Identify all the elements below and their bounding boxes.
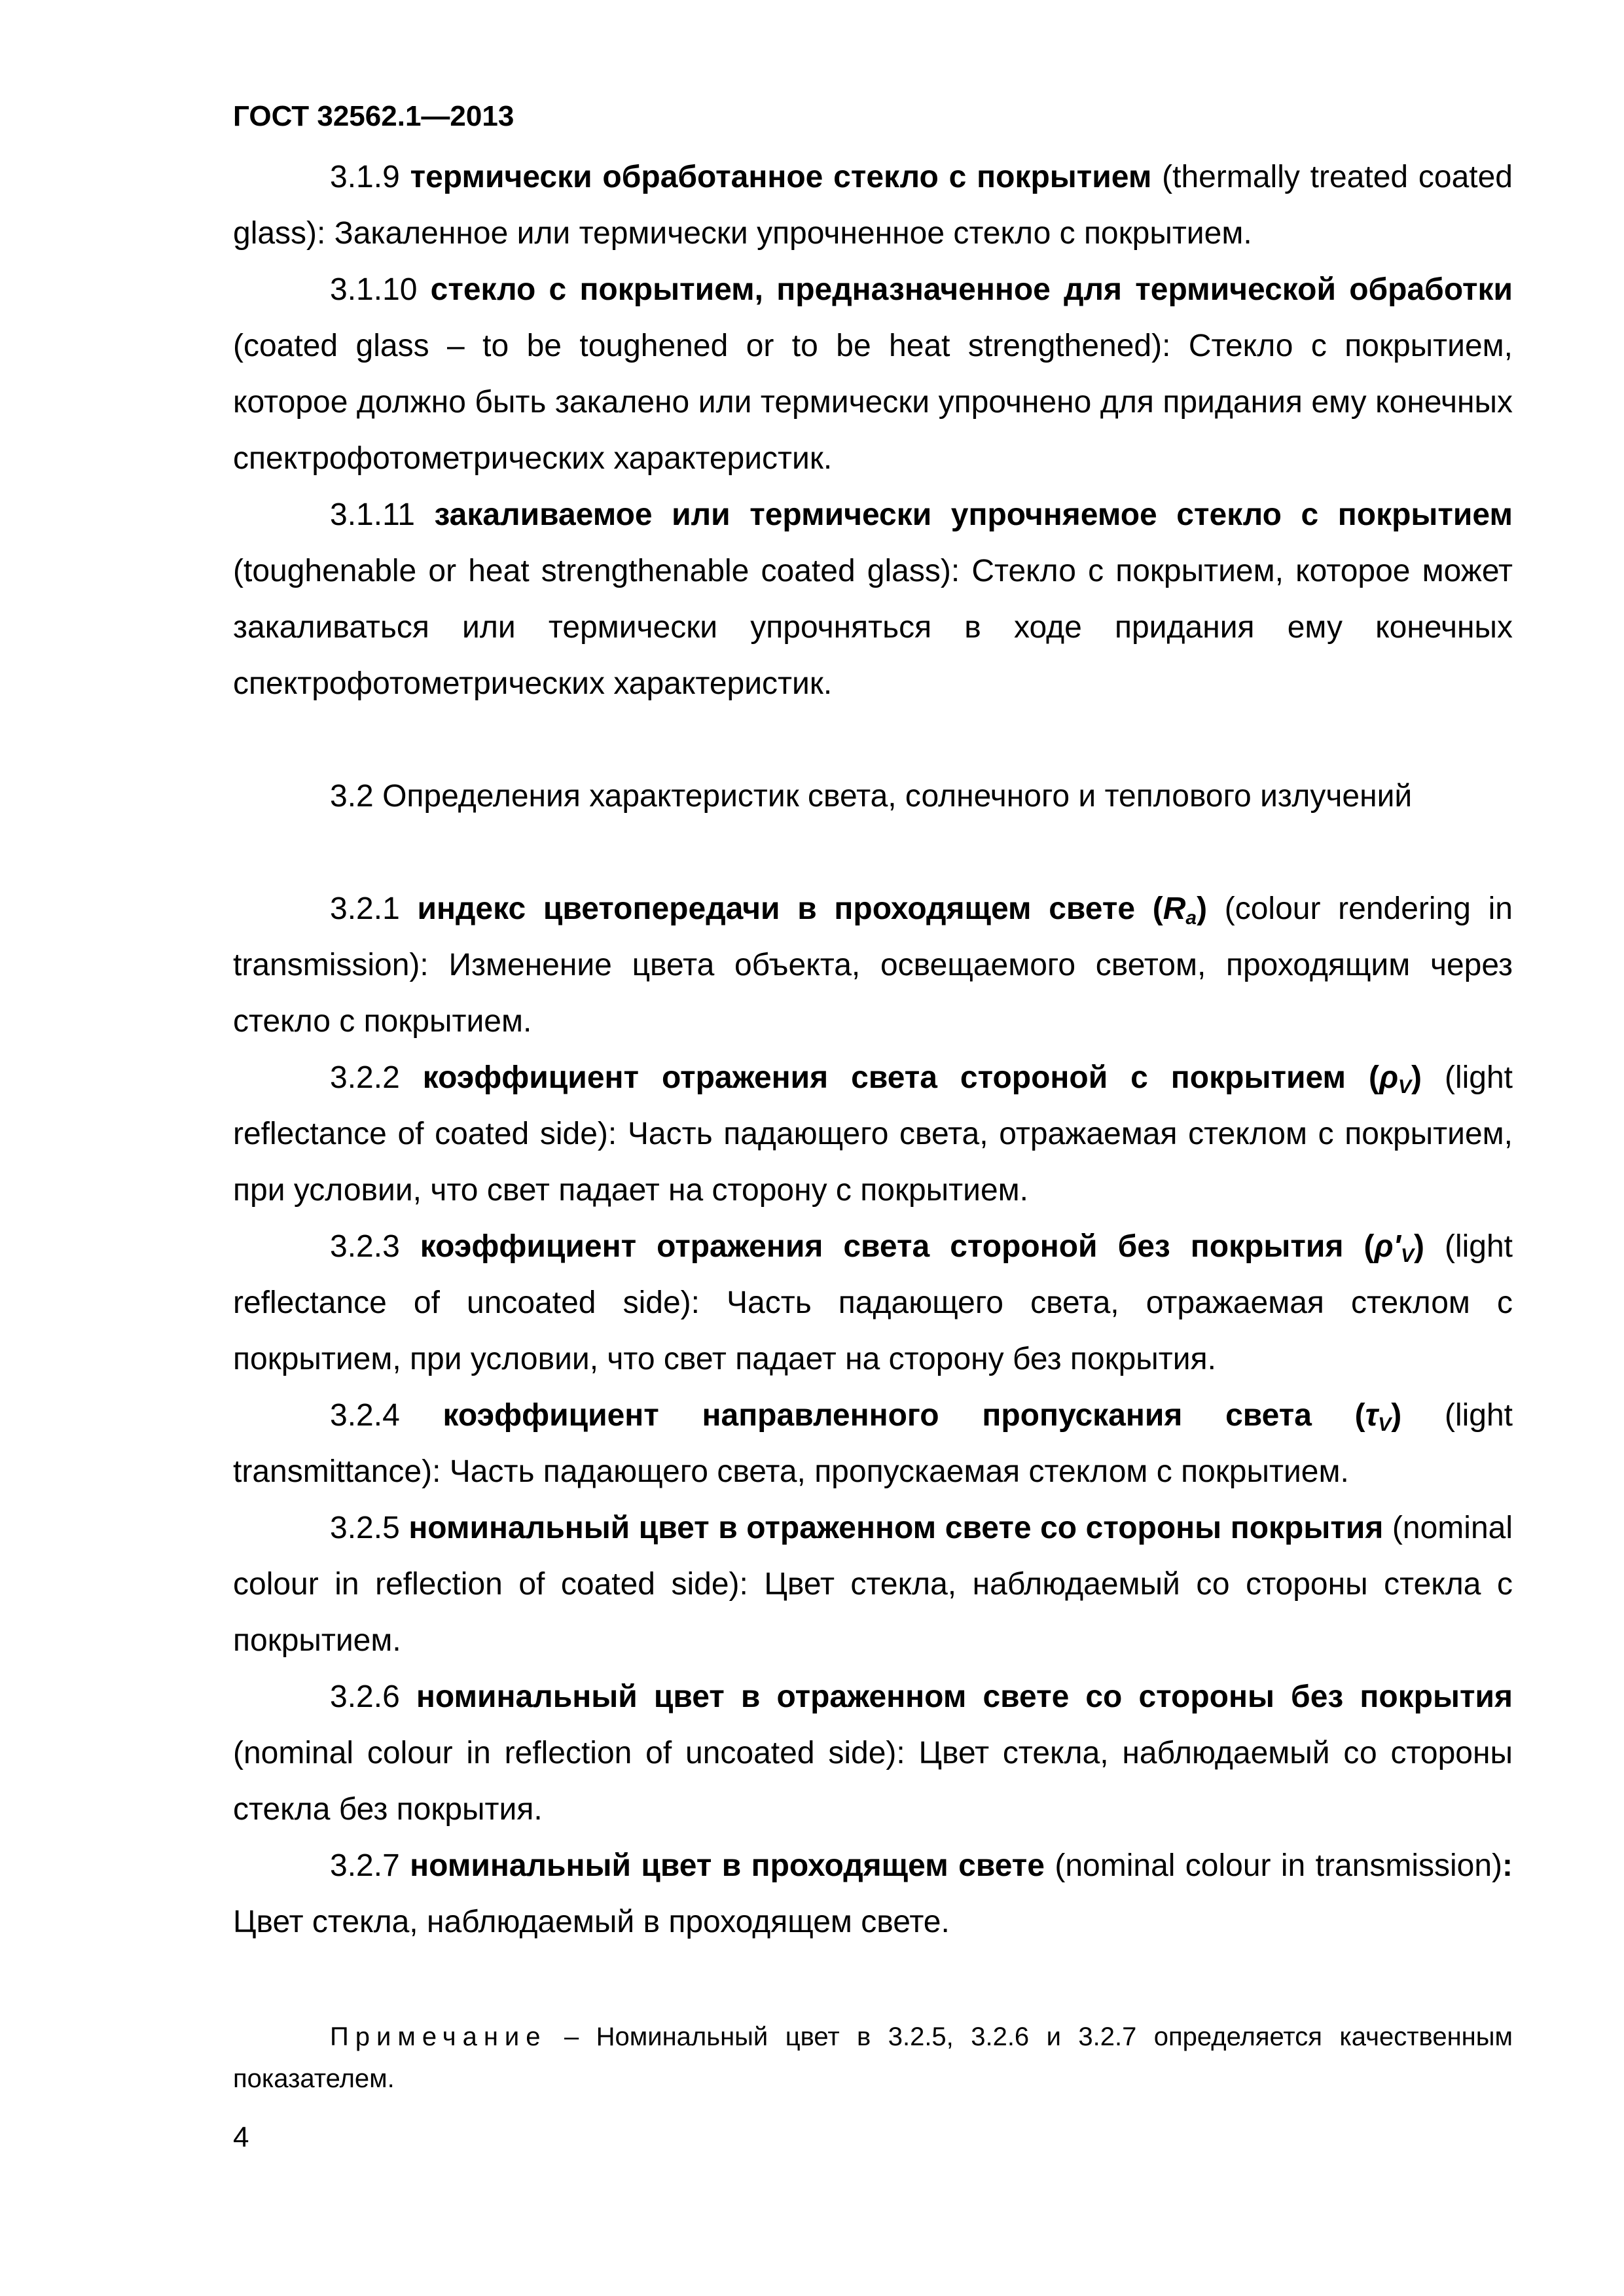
definition-body: (colour rendering in transmission): Изменение цвета объекта, освещаемого светом, проходящим через стекло с покрытием. — [233, 891, 1513, 1039]
symbol: ρ' — [1374, 1229, 1401, 1264]
definition-term: коэффициент отражения света стороной с покрытием $(\rho_V)$ — [422, 1060, 1422, 1098]
note — [233, 2016, 1513, 2100]
definition-3-1-11 — [233, 487, 1513, 712]
definition-number: 3.2.4 — [330, 1398, 400, 1433]
definition-term: номинальный цвет в проходящем свете — [410, 1848, 1045, 1883]
definition-body: (coated glass – to be toughened or to be heat strengthened): Стекло с покрытием, которое должно быть закалено или термически упрочнено для придания ему конечных спектрофотометрических характеристик. — [233, 329, 1513, 476]
definition-body: (toughenable or heat strengthenable coated glass): Стекло с покрытием, которое может закаливаться или термически упрочняться в ходе придания ему конечных спектрофотометрических характеристик. — [233, 554, 1513, 701]
definition-3-2-5 — [233, 1500, 1513, 1669]
symbol-subscript: a — [1185, 907, 1197, 929]
definition-body: (light reflectance of uncoated side): Часть падающего света, отражаемая стеклом с покрытием, при условии, что свет падает на сторону без покрытия. — [233, 1229, 1513, 1376]
definition-term: термически обработанное стекло с покрытием — [410, 160, 1152, 194]
symbol-subscript: V — [1378, 1414, 1392, 1435]
definition-body: (thermally treated coated glass): Закаленное или термически упрочненное стекло с покрытием. — [233, 160, 1513, 251]
definition-body: (nominal colour in reflection of coated side): Цвет стекла, наблюдаемый со стороны стекла с покрытием. — [233, 1511, 1513, 1658]
definition-number: 3.2.3 — [330, 1229, 400, 1264]
definition-3-2-1 — [233, 881, 1513, 1050]
symbol-subscript: V — [1398, 1076, 1412, 1098]
definition-number: 3.1.9 — [330, 160, 400, 194]
note-text: – Номинальный цвет в 3.2.5, 3.2.6 и 3.2.7 определяется качественным показателем. — [233, 2022, 1513, 2093]
note-label: Примечание — [330, 2022, 547, 2051]
definition-number: 3.2.7 — [330, 1848, 400, 1883]
page-number: 4 — [233, 2121, 249, 2153]
definition-3-2-3 — [233, 1219, 1513, 1388]
symbol: τ — [1365, 1398, 1379, 1433]
definition-number: 3.2.5 — [330, 1511, 400, 1545]
definition-term: закаливаемое или термически упрочняемое стекло с покрытием — [434, 497, 1513, 532]
definition-body: (nominal colour in reflection of uncoated side): Цвет стекла, наблюдаемый со стороны стекла без покрытия. — [233, 1736, 1513, 1827]
symbol: R — [1163, 891, 1186, 926]
definition-term: стекло с покрытием, предназначенное для термической обработки — [430, 272, 1513, 307]
definition-term: индекс цветопередачи в проходящем свете $(R_a)$ — [417, 891, 1208, 929]
symbol: ρ — [1379, 1060, 1399, 1095]
definition-3-2-7 — [233, 1838, 1513, 1950]
definition-number: 3.2.6 — [330, 1679, 400, 1714]
definition-term: коэффициент отражения света стороной без покрытия $(\rho'_V)$ — [420, 1229, 1424, 1266]
definition-number: 3.2.2 — [330, 1060, 400, 1095]
definition-3-2-2 — [233, 1050, 1513, 1219]
definition-term: номинальный цвет в отраженном свете со стороны покрытия — [408, 1511, 1384, 1545]
definition-term: коэффициент направленного пропускания света $(\tau_V)$ — [442, 1398, 1402, 1435]
definition-3-2-4 — [233, 1388, 1513, 1500]
symbol-subscript: V — [1400, 1245, 1414, 1266]
definition-number: 3.1.10 — [330, 272, 418, 307]
definition-number: 3.1.11 — [330, 497, 415, 532]
definition-3-1-10 — [233, 262, 1513, 487]
definition-term: номинальный цвет в отраженном свете со стороны без покрытия — [416, 1679, 1513, 1714]
definition-body: (light reflectance of coated side): Часть падающего света, отражаемая стеклом с покрытием, при условии, что свет падает на сторону с покрытием. — [233, 1060, 1513, 1208]
definition-body: (nominal colour in transmission): Цвет стекла, наблюдаемый в проходящем свете. — [233, 1848, 1513, 1939]
document-code-header: ГОСТ 32562.1—2013 — [233, 100, 514, 132]
definition-body: (light transmittance): Часть падающего света, пропускаемая стеклом с покрытием. — [233, 1398, 1513, 1489]
definition-3-1-9 — [233, 149, 1513, 262]
section-title-3-2: 3.2 Определения характеристик света, солнечного и теплового излучений — [330, 779, 1413, 814]
definition-number: 3.2.1 — [330, 891, 400, 926]
definition-3-2-6 — [233, 1669, 1513, 1838]
